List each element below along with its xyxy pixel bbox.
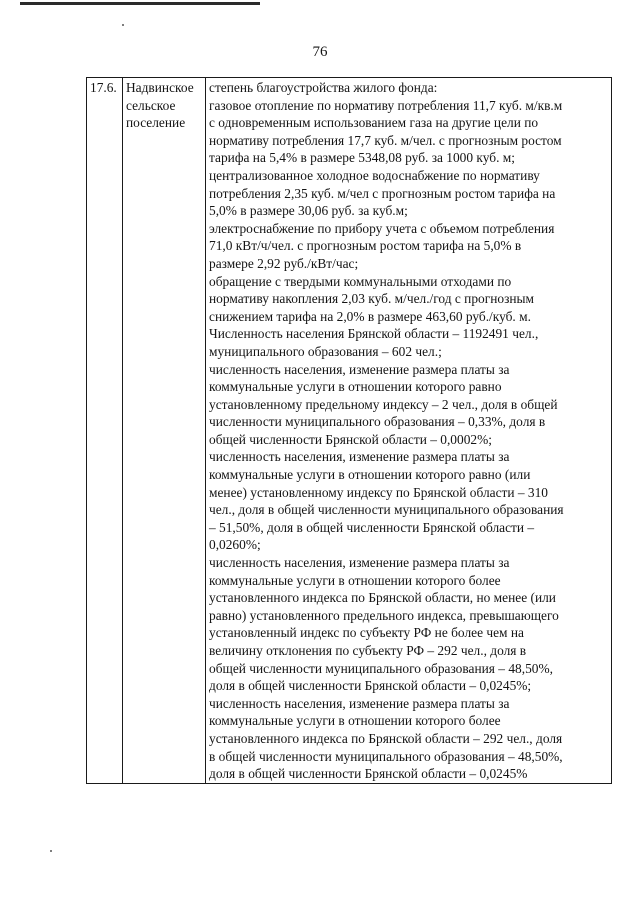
document-table	[86, 77, 612, 784]
text-line: численность населения, изменение размера платы за	[209, 555, 510, 571]
text-line: нормативу накопления 2,03 куб. м/чел./год с прогнозным	[209, 291, 535, 307]
table-row	[87, 78, 612, 784]
text-line: в общей численности муниципального образования – 48,50%,	[209, 748, 563, 764]
scan-speck	[50, 850, 52, 852]
text-line: численности муниципального образования – 0,33%, доля в	[209, 414, 546, 430]
text-line: численность населения, изменение размера платы за	[209, 695, 510, 711]
text-line: снижением тарифа на 2,0% в размере 463,60 руб./куб. м.	[209, 308, 531, 324]
scan-speck	[122, 24, 124, 26]
text-line: 0,0260%;	[209, 537, 261, 553]
text-line: чел., доля в общей численности муниципального образования	[209, 502, 564, 518]
text-line: коммунальные услуги в отношении которого более	[209, 713, 501, 729]
text-line: степень благоустройства жилого фонда:	[209, 80, 438, 95]
text-line: размере 2,92 руб./кВт/час;	[209, 255, 359, 271]
text-line: установленному предельному индексу – 2 чел., доля в общей	[209, 396, 558, 412]
text-line: газовое отопление по нормативу потребления 11,7 куб. м/кв.м	[209, 97, 563, 113]
text-line: нормативу потребления 17,7 куб. м/чел. с прогнозным ростом	[209, 132, 562, 148]
text-line: доля в общей численности Брянской области – 0,0245%	[209, 766, 528, 782]
text-line: установленного индекса по Брянской области – 292 чел., доля	[209, 730, 563, 746]
text-line: – 51,50%, доля в общей численности Брянской области –	[209, 519, 535, 535]
municipality-line: Надвинское	[126, 80, 194, 95]
text-line: численность населения, изменение размера платы за	[209, 361, 510, 377]
scan-edge-line	[20, 2, 260, 5]
text-line: коммунальные услуги в отношении которого более	[209, 572, 501, 588]
text-line: потребления 2,35 куб. м/чел с прогнозным ростом тарифа на	[209, 185, 556, 201]
text-line: 5,0% в размере 30,06 руб. за куб.м;	[209, 203, 408, 219]
row-number: 17.6.	[90, 80, 117, 95]
text-line: электроснабжение по прибору учета с объемом потребления	[209, 220, 555, 236]
text-line: коммунальные услуги в отношении которого равно (или	[209, 467, 531, 483]
text-line: тарифа на 5,4% в размере 5348,08 руб. за 1000 куб. м;	[209, 150, 515, 166]
text-line: Численность населения Брянской области – 1192491 чел.,	[209, 326, 539, 342]
text-line: численность населения, изменение размера платы за	[209, 449, 510, 465]
text-line: централизованное холодное водоснабжение по нормативу	[209, 167, 540, 183]
text-line: муниципального образования – 602 чел.;	[209, 343, 442, 359]
page-number: 76	[312, 44, 328, 60]
text-line: обращение с твердыми коммунальными отходами по	[209, 273, 512, 289]
text-line: с одновременным использованием газа на другие цели по	[209, 115, 539, 131]
municipality-cell	[123, 78, 206, 784]
text-line: 71,0 кВт/ч/чел. с прогнозным ростом тарифа на 5,0% в	[209, 238, 522, 254]
text-line: величину отклонения по субъекту РФ – 292 чел., доля в	[209, 643, 527, 658]
description-cell	[206, 78, 612, 784]
row-number-cell	[87, 78, 123, 784]
municipality-line: сельское	[126, 97, 176, 113]
text-line: установленный индекс по субъекту РФ не более чем на	[209, 625, 524, 641]
municipality-line: поселение	[126, 115, 186, 131]
text-line: коммунальные услуги в отношении которого равно	[209, 379, 502, 395]
text-line: доля в общей численности Брянской области – 0,0245%;	[209, 678, 532, 694]
text-line: менее) установленному индексу по Брянской области – 310	[209, 484, 549, 500]
text-line: общей численности муниципального образования – 48,50%,	[209, 660, 553, 676]
text-line: равно) установленного предельного индекса, превышающего	[209, 607, 559, 623]
text-line: установленного индекса по Брянской области, но менее (или	[209, 590, 556, 606]
text-line: общей численности Брянской области – 0,0002%;	[209, 431, 492, 447]
